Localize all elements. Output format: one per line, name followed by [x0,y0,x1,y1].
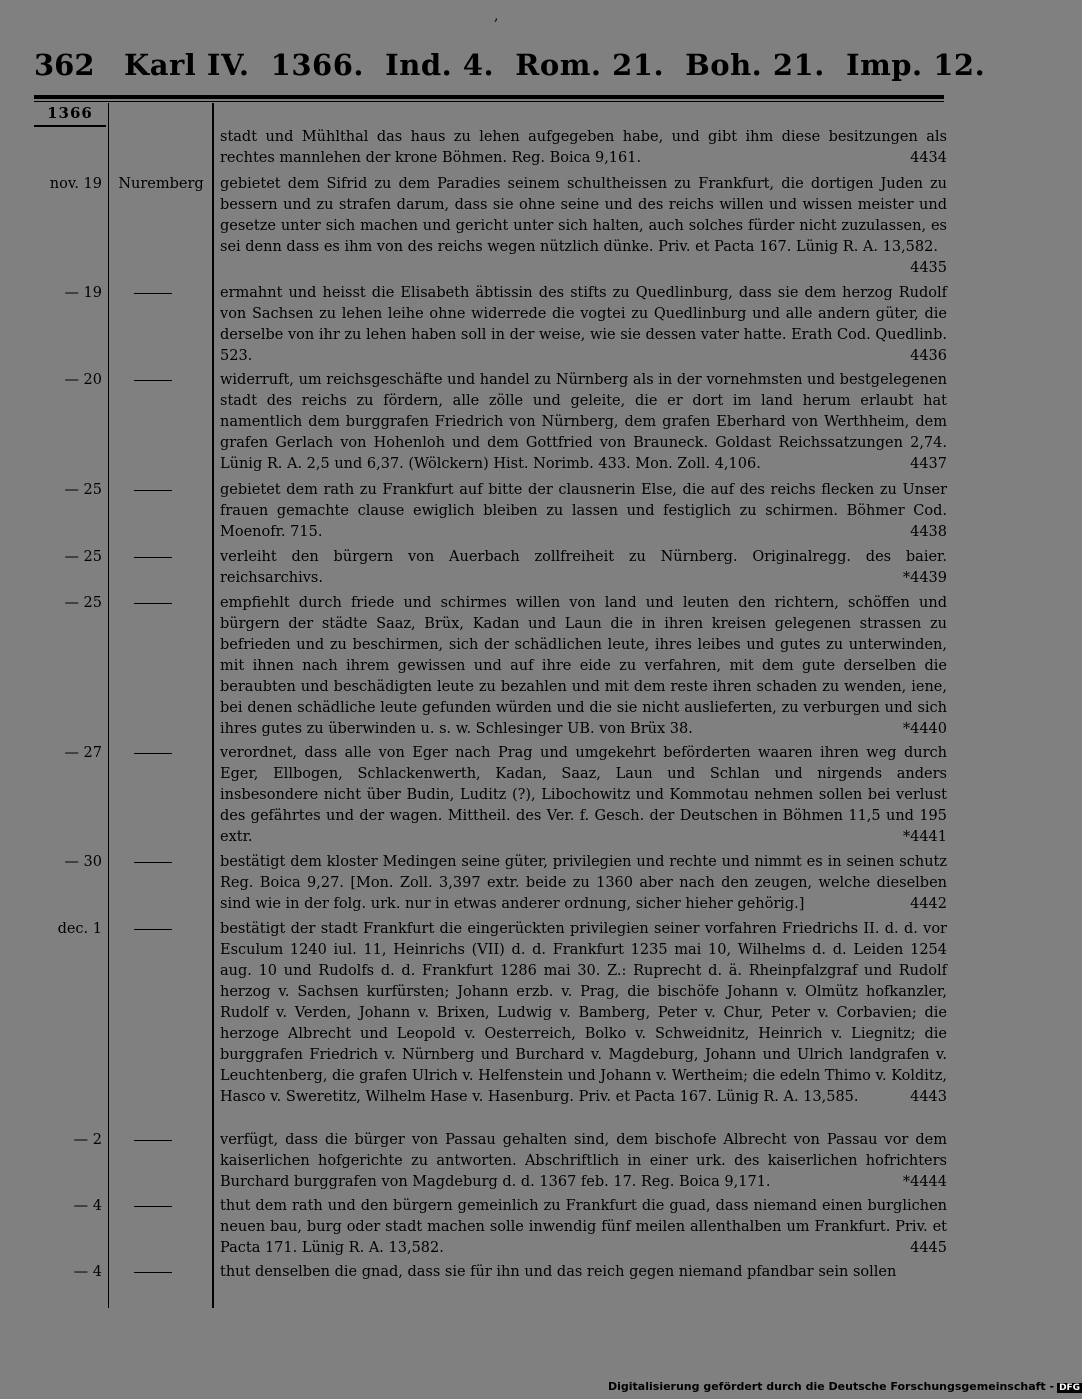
entry-number: 4436 [910,348,947,364]
entry-date: — 30 [64,854,102,870]
entry-number: 4435 [910,260,947,276]
entry-date: — 19 [64,285,102,301]
entry-text: bestätigt dem kloster Medingen seine güter, privilegien und rechte und nimmt es in seinen schutz Reg. Boica 9,27. [Mon. Zoll. 3,397 extr. beide zu 1360 aber nach den zeugen, welche dieselben sind wie in der folg. urk. nur in etwas anderer ordnung, sicher hieher gehörig.] 4442 [220,852,947,915]
entry-text: stadt und Mühlthal das haus zu lehen aufgegeben habe, und gibt ihm diese besitzungen als rechtes mannlehen der krone Böhmen. Reg. Boica 9,161. 4434 [220,127,947,169]
entry-date: — 27 [64,745,102,761]
dfg-logo: DFG [1059,1383,1081,1393]
entry-number: *4444 [902,1174,947,1190]
ditto-dash [134,603,172,604]
entry-date: — 4 [73,1264,102,1280]
column-divider-date [108,103,109,1308]
entry-date: — 2 [73,1132,102,1148]
entry-text: thut denselben die gnad, dass sie für ihn und das reich gegen niemand pfandbar sein sollen [220,1264,897,1280]
ditto-dash [134,862,172,863]
entry-number: 4445 [910,1240,947,1256]
header-rule [34,95,944,99]
ditto-dash [134,557,172,558]
entry-date: — 25 [64,482,102,498]
entry-number: 4438 [910,524,947,540]
ditto-dash [134,929,172,930]
ditto-dash [134,1140,172,1141]
entry-number: 4442 [910,896,947,912]
entry-number: 4443 [910,1089,947,1105]
entry-date: — 20 [64,372,102,388]
entry-text: ermahnt und heisst die Elisabeth äbtissin des stifts zu Quedlinburg, dass sie dem herzog Rudolf von Sachsen zu lehen leihe ohne widerrede die vogtei zu Quedlinburg und alle andern güter, die derselbe von ihr zu lehen haben soll in der weise, wie sie dessen vater hatte. Erath Cod. Quedlinb. 523. 4436 [220,283,947,367]
entry-number: *4441 [902,829,947,845]
entry-text: verleiht den bürgern von Auerbach zollfreiheit zu Nürnberg. Originalregg. des baier. reichsarchivs. *4439 [220,547,947,589]
entry-text: bestätigt der stadt Frankfurt die eingerückten privilegien seiner vorfahren Friedrichs II. d. d. vor Esculum 1240 iul. 11, Heinrichs (VII) d. d. Frankfurt 1235 mai 10, Wilhelms d. d. Leiden 1254 aug. 10 und Rudolfs d. d. Frankfurt 1286 mai 30. Z.: Ruprecht d. ä. Rheinpfalzgraf und Rudolf herzog v. Sachsen kurfürsten; Johann erzb. v. Prag, die bischöfe Johann v. Olmütz hofkanzler, Rudolf v. Verden, Johann v. Brixen, Ludwig v. Bamberg, Peter v. Chur, Peter v. Corbavien; die herzoge Albrecht und Leopold v. Oesterreich, Bolko v. Schweidnitz, Heinrich v. Liegnitz; die burggrafen Friedrich v. Nürnberg und Burchard v. Magdeburg, Johann und Ulrich landgrafen v. Leuchtenberg, die grafen Ulrich v. Helfenstein und Johann v. Wertheim; die edeln Thimo v. Kolditz, Hasco v. Sweretitz, Wilhelm Hase v. Hasenburg. Priv. et Pacta 167. Lünig R. A. 13,585. 4443 [220,919,947,1108]
entry-number: 4434 [910,150,947,166]
header-rule-thin [34,101,944,102]
entry-place: Nuremberg [118,176,204,192]
print-speck: , [494,8,499,24]
ditto-dash [134,490,172,491]
page-header [34,48,986,88]
entry-text: widerruft, um reichsgeschäfte und handel zu Nürnberg als in der vornehmsten und bestgelegenen stadt des reichs zu fördern, alle zölle und geleite, die er dort im land herum erlaubt hat namentlich dem burggrafen Friedrich von Nürnberg, dem grafen Eberhard von Werthheim, dem grafen Gerlach von Hohenloh und dem Gottfried von Brauneck. Goldast Reichssatzungen 2,74. Lünig R. A. 2,5 und 6,37. (Wölckern) Hist. Norimb. 433. Mon. Zoll. 4,106. 4437 [220,370,947,475]
entry-text: gebietet dem rath zu Frankfurt auf bitte der clausnerin Else, die auf des reichs flecken zu Unser frauen gemachte clause ewiglich bleiben zu lassen und festiglich zu schirmen. Böhmer Cod. Moenofr. 715. 4438 [220,480,947,543]
entry-number: *4440 [902,721,947,737]
entry-text: verfügt, dass die bürger von Passau gehalten sind, dem bischofe Albrecht von Passau vor dem kaiserlichen hofgerichte zu antworten. Abschriftlich in einer urk. des kaiserlichen hofrichters Burchard burggrafen von Magdeburg d. d. 1367 feb. 17. Reg. Boica 9,171. *4444 [220,1130,947,1193]
entry-date: — 4 [73,1198,102,1214]
running-title: Karl IV. 1366. Ind. 4. Rom. 21. Boh. 21. Imp. 12. [124,48,986,82]
entry-date: nov. 19 [49,176,102,192]
entry-date: — 25 [64,595,102,611]
page-number: 362 [34,48,95,82]
entry-text: empfiehlt durch friede und schirmes willen von land und leuten den richtern, schöffen und bürgern der städte Saaz, Brüx, Kadan und Laun die in ihren kreisen gelegenen strassen zu befrieden und zu beschirmen, sich der schädlichen leute, ihres leibes und gutes zu unterwinden, mit ihnen nach ihrem gewissen und auf ihre eide zu verfahren, mit dem gute derselben die beraubten und beschädigten leute zu bezahlen und mit dem reste ihren schaden zu wenden, iene, bei denen schädliche leute gefunden würden und die sie nicht auslieferten, zu verburgen und sich ihres gutes zu überwinden u. s. w. Schlesinger UB. von Brüx 38. *4440 [220,593,947,740]
entry-date: — 25 [64,549,102,565]
entry-date: dec. 1 [57,921,102,937]
entry-text: gebietet dem Sifrid zu dem Paradies seinem schultheissen zu Frankfurt, die dortigen Juden zu bessern und zu strafen darum, dass sie ohne seine und des reichs willen und wissen meister und gesetze unter sich machen und gericht unter sich halten, auch solches fürder nicht zuzulassen, es sei denn dass es ihm von des reichs wegen nützlich dünke. Priv. et Pacta 167. Lünig R. A. 13,582. 4435 [220,174,947,279]
ditto-dash [134,1206,172,1207]
ditto-dash [134,1272,172,1273]
year-label: 1366 [34,103,106,127]
ditto-dash [134,380,172,381]
column-divider-place [212,103,214,1308]
entry-number: 4437 [910,456,947,472]
footer-text: Digitalisierung gefördert durch die Deutsche Forschungsgemeinschaft - [608,1380,1055,1393]
digitization-credit [608,1380,1082,1393]
entry-text: thut dem rath und den bürgern gemeinlich zu Frankfurt die guad, dass niemand einen burglichen neuen bau, burg oder stadt machen solle inwendig fünf meilen allenthalben um Frankfurt. Priv. et Pacta 171. Lünig R. A. 13,582. 4445 [220,1196,947,1259]
ditto-dash [134,293,172,294]
entry-number: *4439 [902,570,947,586]
ditto-dash [134,753,172,754]
entry-text: verordnet, dass alle von Eger nach Prag und umgekehrt beförderten waaren ihren weg durch Eger, Ellbogen, Schlackenwerth, Kadan, Saaz, Laun und Schlan und nirgends anders insbesondere nicht über Budin, Luditz (?), Libochowitz und Kommotau nehmen sollen bei verlust des gefährtes und der wagen. Mittheil. des Ver. f. Gesch. der Deutschen in Böhmen 11,5 und 195 extr. *4441 [220,743,947,848]
